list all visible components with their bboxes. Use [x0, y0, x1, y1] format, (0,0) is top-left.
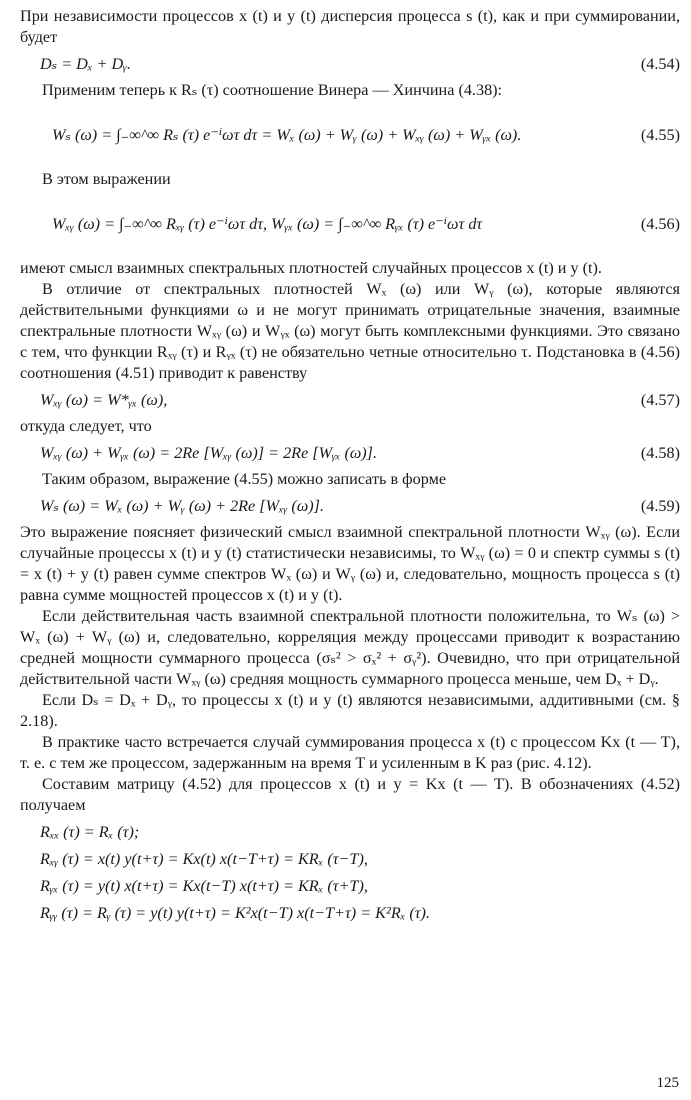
paragraph-meaning: имеют смысл взаимных спектральных плотностей случайных процессов x (t) и y (t). [20, 259, 602, 277]
equation-ryx-formula: Rᵧₓ (τ) = y(t) x(t+τ) = Kx(t−T) x(t+τ) = KRₓ (τ+T), [40, 877, 368, 895]
paragraph-if-ds: Если Dₛ = Dₓ + Dᵧ, то процессы x (t) и y (t) являются независимыми, аддитивными (см. § 2.18). [20, 691, 680, 730]
equation-4-56 [52, 196, 680, 252]
equation-rxy-formula: Rₓᵧ (τ) = x(t) y(t+τ) = Kx(t) x(t−T+τ) = KRₓ (τ−T), [40, 850, 368, 868]
equation-4-57-formula: Wₓᵧ (ω) = W*ᵧₓ (ω), [40, 391, 168, 409]
equation-4-57 [40, 389, 680, 411]
page-body [20, 6, 680, 929]
equation-4-58 [40, 442, 680, 464]
paragraph-thus: Таким образом, выражение (4.55) можно записать в форме [42, 470, 446, 488]
page-number: 125 [656, 1075, 679, 1091]
equation-4-54-number: (4.54) [640, 55, 680, 73]
equation-4-54-formula: Dₛ = Dₓ + Dᵧ. [40, 55, 131, 73]
equation-4-59-number: (4.59) [640, 497, 680, 515]
paragraph-intro: При независимости процессов x (t) и y (t) дисперсия процесса s (t), как и при суммировании, будет [20, 7, 680, 46]
paragraph-matrix: Составим матрицу (4.52) для процессов x (t) и y = Kx (t — T). В обозначениях (4.52) получаем [20, 775, 680, 814]
equation-4-59 [40, 495, 680, 517]
equation-ryx [40, 875, 680, 897]
equation-4-55 [52, 107, 680, 163]
equation-4-56-number: (4.56) [640, 215, 680, 233]
equation-4-58-formula: Wₓᵧ (ω) + Wᵧₓ (ω) = 2Re [Wₓᵧ (ω)] = 2Re [Wᵧₓ (ω)]. [40, 444, 378, 462]
equation-rxy [40, 848, 680, 870]
paragraph-explains: Это выражение поясняет физический смысл взаимной спектральной плотности Wₓᵧ (ω). Если случайные процессы x (t) и y (t) статистически независимы, то Wₓᵧ (ω) = 0 и спектр суммы s (t) = x (t) + y (t) равен сумме спектров Wₓ (ω) и Wᵧ (ω) и, следовательно, мощность процесса s (t) равна сумме мощностей процессов x (t) и y (t). [20, 523, 680, 604]
equation-ryy [40, 902, 680, 924]
paragraph-unlike: В отличие от спектральных плотностей Wₓ (ω) или Wᵧ (ω), которые являются действительными функциями ω и не могут принимать отрицательные значения, взаимные спектральные плотности Wₓᵧ (ω) и Wᵧₓ (ω) могут быть комплексными функциями. Это связано с тем, что функции Rₓᵧ (τ) и Rᵧₓ (τ) не обязательно четные относительно τ. Подстановка в (4.56) соотношения (4.51) приводит к равенству [20, 280, 680, 382]
equation-ryy-formula: Rᵧᵧ (τ) = Rᵧ (τ) = y(t) y(t+τ) = K²x(t−T) x(t−T+τ) = K²Rₓ (τ). [40, 904, 430, 922]
equation-4-57-number: (4.57) [640, 391, 680, 409]
equation-4-58-number: (4.58) [640, 444, 680, 462]
equation-4-56-formula: Wₓᵧ (ω) = ∫₋∞^∞ Rₓᵧ (τ) e⁻ⁱωτ dτ, Wᵧₓ (ω) = ∫₋∞^∞ Rᵧₓ (τ) e⁻ⁱωτ dτ [52, 215, 483, 233]
paragraph-practice: В практике часто встречается случай суммирования процесса x (t) с процессом Kx (t — T), т. е. с тем же процессом, задержанным на время T и усиленным в K раз (рис. 4.12). [20, 733, 680, 772]
equation-4-59-formula: Wₛ (ω) = Wₓ (ω) + Wᵧ (ω) + 2Re [Wₓᵧ (ω)]. [40, 497, 324, 515]
paragraph-positive: Если действительная часть взаимной спектральной плотности положительна, то Wₛ (ω) > Wₓ (ω) + Wᵧ (ω) и, следовательно, корреляция между процессами приводит к возрастанию средней мощности суммарного процесса (σₛ² > σₓ² + σᵧ²). Очевидно, что при отрицательной действительной части Wₓᵧ (ω) средняя мощность суммарного процесса меньше, чем Dₓ + Dᵧ. [20, 607, 680, 688]
paragraph-apply: Применим теперь к Rₛ (τ) соотношение Винера — Хинчина (4.38): [42, 81, 503, 99]
equation-4-55-formula: Wₛ (ω) = ∫₋∞^∞ Rₛ (τ) e⁻ⁱωτ dτ = Wₓ (ω) + Wᵧ (ω) + Wₓᵧ (ω) + Wᵧₓ (ω). [52, 126, 522, 144]
paragraph-whence: откуда следует, что [20, 417, 152, 435]
paragraph-in-this: В этом выражении [42, 170, 171, 188]
equation-rxx [40, 821, 680, 843]
equation-4-54 [40, 53, 680, 75]
equation-rxx-formula: Rₓₓ (τ) = Rₓ (τ); [40, 823, 140, 841]
equation-4-55-number: (4.55) [640, 126, 680, 144]
